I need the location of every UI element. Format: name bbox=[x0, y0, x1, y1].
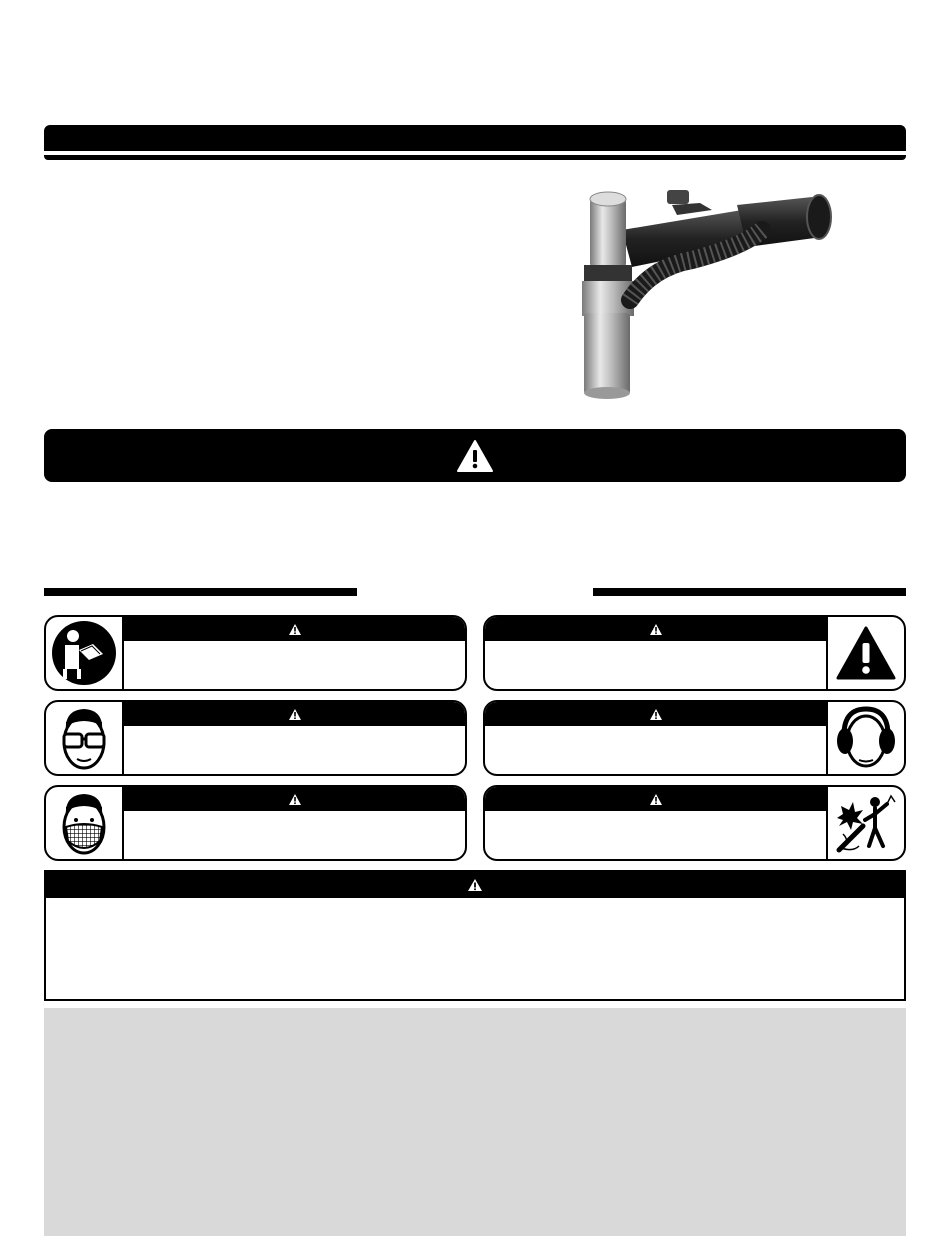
explosion-hazard-icon bbox=[828, 787, 904, 859]
warning-triangle-icon bbox=[456, 439, 494, 473]
warning-triangle-icon bbox=[288, 793, 302, 806]
safety-card-header bbox=[485, 617, 826, 641]
warning-triangle-icon bbox=[288, 623, 302, 636]
safety-card-body bbox=[122, 617, 465, 689]
warning-triangle-icon bbox=[649, 793, 663, 806]
info-panel bbox=[44, 1008, 906, 1236]
safety-glasses-icon bbox=[46, 702, 122, 774]
safety-alert-icon bbox=[828, 617, 904, 689]
safety-card-body bbox=[485, 617, 828, 689]
safety-card-eye-protection bbox=[44, 700, 467, 776]
safety-card-body bbox=[122, 702, 465, 774]
section-rule-left bbox=[44, 588, 357, 596]
safety-card-hearing-protection bbox=[483, 700, 906, 776]
safety-card-alert bbox=[483, 615, 906, 691]
safety-card-header bbox=[124, 787, 465, 811]
safety-card-respiratory-protection bbox=[44, 785, 467, 861]
safety-card-body bbox=[485, 787, 828, 859]
read-manual-icon bbox=[46, 617, 122, 689]
warning-triangle-icon bbox=[649, 708, 663, 721]
title-bar bbox=[44, 125, 906, 151]
warning-triangle-icon bbox=[467, 878, 483, 892]
general-warning-header bbox=[46, 872, 904, 898]
title-rule bbox=[44, 155, 906, 160]
safety-card-explosion-hazard bbox=[483, 785, 906, 861]
safety-card-header bbox=[124, 617, 465, 641]
safety-card-read-manual bbox=[44, 615, 467, 691]
safety-card-body bbox=[485, 702, 828, 774]
product-image bbox=[572, 185, 842, 405]
safety-card-header bbox=[124, 702, 465, 726]
general-warning-box bbox=[44, 870, 906, 1001]
warning-banner bbox=[44, 429, 906, 482]
ear-protection-icon bbox=[828, 702, 904, 774]
warning-triangle-icon bbox=[288, 708, 302, 721]
dust-mask-icon bbox=[46, 787, 122, 859]
warning-triangle-icon bbox=[649, 623, 663, 636]
safety-card-body bbox=[122, 787, 465, 859]
safety-card-header bbox=[485, 787, 826, 811]
section-rule-right bbox=[593, 588, 906, 596]
safety-card-header bbox=[485, 702, 826, 726]
